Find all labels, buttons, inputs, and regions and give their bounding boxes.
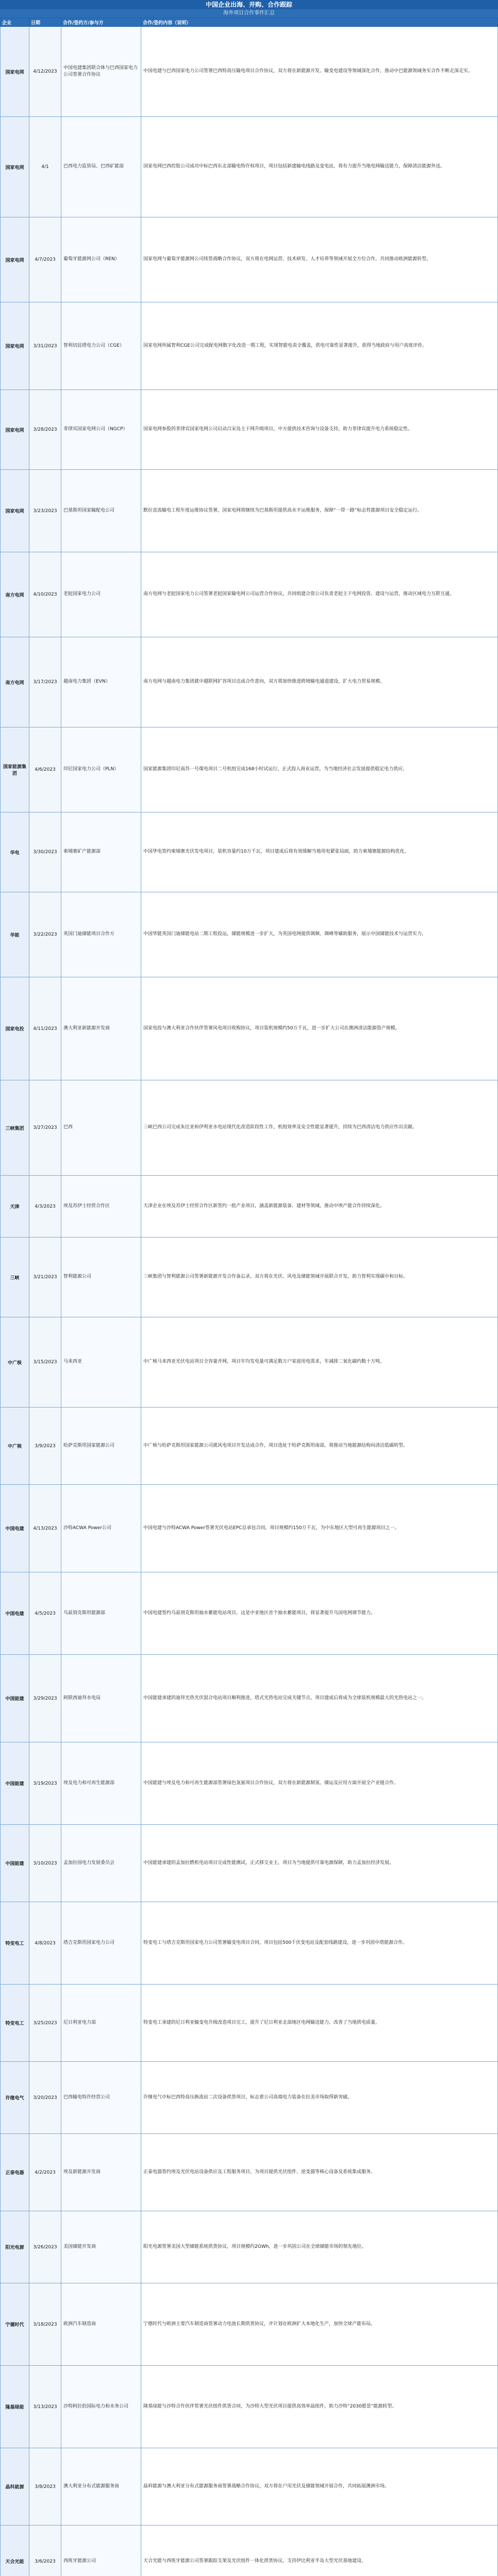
partner-cell: 葡萄牙能源网公司（REN） xyxy=(61,217,141,302)
company-cell: 华能 xyxy=(1,892,29,977)
company-cell: 中广核 xyxy=(1,1317,29,1408)
date-cell: 3/6/2023 xyxy=(29,2526,61,2576)
date-cell: 4/1 xyxy=(29,117,61,217)
table-row xyxy=(1,812,498,892)
company-cell: 天津 xyxy=(1,1176,29,1238)
table-row xyxy=(1,1176,498,1238)
content-cell: 中国电建签约乌兹别克斯坦抽水蓄能电站项目，这是中亚地区首个抽水蓄能项目，将显著提升乌国电网调节能力。 xyxy=(141,1572,498,1655)
company-cell: 中国电建 xyxy=(1,1485,29,1572)
table-row xyxy=(1,2526,498,2576)
table-row xyxy=(1,470,498,552)
content-cell: 晶科能源与澳大利亚分布式能源服务商签署战略合作协议，双方将在户用光伏及储能领域开展合作，共同拓展澳洲市场。 xyxy=(141,2448,498,2526)
partner-cell: 乌兹别克斯坦能源部 xyxy=(61,1572,141,1655)
partner-cell: 埃及苏伊士经贸合作区 xyxy=(61,1176,141,1238)
date-cell: 3/13/2023 xyxy=(29,2366,61,2448)
date-cell: 3/29/2023 xyxy=(29,1655,61,1742)
date-cell: 3/9/2023 xyxy=(29,1408,61,1485)
company-cell: 特变电工 xyxy=(1,1985,29,2062)
table-row xyxy=(1,637,498,727)
company-cell: 许继电气 xyxy=(1,2062,29,2134)
table-row xyxy=(1,1985,498,2062)
partner-cell: 巴西 xyxy=(61,1080,141,1176)
company-cell: 隆基绿能 xyxy=(1,2366,29,2448)
table-row xyxy=(1,1485,498,1572)
table-row xyxy=(1,2134,498,2211)
column-header-content: 合作/签约内容（说明） xyxy=(141,18,498,27)
partner-cell: 巴基斯坦国家输配电公司 xyxy=(61,470,141,552)
partner-cell: 柬埔寨矿产能源部 xyxy=(61,812,141,892)
partner-cell: 印尼国家电力公司（PLN） xyxy=(61,727,141,812)
partner-cell: 巴西电力监管局、巴西矿能部 xyxy=(61,117,141,217)
partner-cell: 澳大利亚新能源开发商 xyxy=(61,977,141,1080)
date-cell: 3/30/2023 xyxy=(29,812,61,892)
column-header-company: 企业 xyxy=(1,18,29,27)
date-cell: 3/10/2023 xyxy=(29,1825,61,1902)
date-cell: 3/25/2023 xyxy=(29,1985,61,2062)
company-cell: 国家电网 xyxy=(1,27,29,117)
date-cell: 3/23/2023 xyxy=(29,470,61,552)
company-cell: 国家能源集团 xyxy=(1,727,29,812)
table-row xyxy=(1,1825,498,1902)
company-cell: 三峡 xyxy=(1,1238,29,1317)
page-title: 中国企业出海、并购、合作跟踪 xyxy=(0,0,498,9)
content-cell: 三峡集团与智利能源公司签署新能源开发合作备忘录，双方将在光伏、风电及储能领域开展联合开发，助力智利实现碳中和目标。 xyxy=(141,1238,498,1317)
date-cell: 3/15/2023 xyxy=(29,1317,61,1408)
content-cell: 阳光电源签署美国大型储能系统供货协议，项目规模约2GWh，进一步巩固公司在全球储能市场的领先地位。 xyxy=(141,2211,498,2283)
table-row xyxy=(1,2448,498,2526)
date-cell: 4/6/2023 xyxy=(29,727,61,812)
table-row xyxy=(1,27,498,117)
company-cell: 南方电网 xyxy=(1,552,29,637)
partner-cell: 智利能源公司 xyxy=(61,1238,141,1317)
date-cell: 3/18/2023 xyxy=(29,2283,61,2366)
date-cell: 3/8/2023 xyxy=(29,2448,61,2526)
content-cell: 国家电网巴西控股公司成功中标巴西东北部输电特许权项目，项目包括新建输电线路及变电站，将有力提升当地电网输送能力，保障清洁能源外送。 xyxy=(141,117,498,217)
company-cell: 国家电网 xyxy=(1,390,29,470)
content-cell: 中国能建承建的孟加拉燃机电站项目完成性能测试，正式移交业主，项目为当地提供可靠电源保障，助力孟加拉经济发展。 xyxy=(141,1825,498,1902)
table-row xyxy=(1,727,498,812)
date-cell: 3/17/2023 xyxy=(29,637,61,727)
date-cell: 4/3/2023 xyxy=(29,1176,61,1238)
content-cell: 特变电工承建的尼日利亚输变电升级改造项目完工，提升了尼日利亚北部地区电网输送能力，改善了当地供电质量。 xyxy=(141,1985,498,2062)
content-cell: 国家能源集团印尼南苏一号煤电项目二号机组完成168小时试运行，正式投入商业运营，为当地经济社会发展提供稳定电力供应。 xyxy=(141,727,498,812)
company-cell: 三峡集团 xyxy=(1,1080,29,1176)
date-cell: 4/2/2023 xyxy=(29,2134,61,2211)
partner-cell: 美国储能开发商 xyxy=(61,2211,141,2283)
partner-cell: 尼日利亚电力部 xyxy=(61,1985,141,2062)
date-cell: 4/5/2023 xyxy=(29,1572,61,1655)
content-cell: 隆基绿能与沙特合作伙伴签署光伏组件供货合同，为沙特大型光伏项目提供高效单晶组件，助力沙特“2030愿景”能源转型。 xyxy=(141,2366,498,2448)
company-cell: 中国电建 xyxy=(1,1572,29,1655)
table-row xyxy=(1,2062,498,2134)
company-cell: 特变电工 xyxy=(1,1902,29,1985)
content-cell: 南方电网与越南电力集团就中越联网扩容项目达成合作意向，双方将加快推进跨境输电通道建设，扩大电力贸易规模。 xyxy=(141,637,498,727)
partner-cell: 澳大利亚分布式能源服务商 xyxy=(61,2448,141,2526)
table-row xyxy=(1,217,498,302)
column-header-partner: 合作/签约方/参与方 xyxy=(61,18,141,27)
table-row xyxy=(1,117,498,217)
content-cell: 天合光能与西班牙能源公司签署跟踪支架及光伏组件一体化供货协议，支持伊比利亚半岛大型光伏基地建设。 xyxy=(141,2526,498,2576)
table-row xyxy=(1,1238,498,1317)
content-cell: 中国华电签约柬埔寨光伏发电项目，装机容量约10万千瓦，项目建成后将有效缓解当地用电紧张局面，助力柬埔寨能源结构优化。 xyxy=(141,812,498,892)
partner-cell: 哈萨克斯坦国家能源公司 xyxy=(61,1408,141,1485)
date-cell: 3/21/2023 xyxy=(29,1238,61,1317)
company-cell: 国家电网 xyxy=(1,117,29,217)
date-cell: 3/26/2023 xyxy=(29,2211,61,2283)
partner-cell: 越南电力集团（EVN） xyxy=(61,637,141,727)
table-row xyxy=(1,1655,498,1742)
content-cell: 中国华能英国门迪储能电站二期工程投运，储能规模进一步扩大，为英国电网提供调频、调峰等辅助服务，展示中国储能技术与运营实力。 xyxy=(141,892,498,977)
table-row xyxy=(1,302,498,390)
content-cell: 天津企业在埃及苏伊士经贸合作区新签约一批产业项目，涵盖新能源装备、建材等领域，推动中埃产能合作持续深化。 xyxy=(141,1176,498,1238)
partner-cell: 欧洲汽车制造商 xyxy=(61,2283,141,2366)
table-row xyxy=(1,1408,498,1485)
content-cell: 特变电工与塔吉克斯坦国家电力公司签署输变电项目合同，项目包括500千伏变电站及配套线路建设，进一步巩固中塔能源合作。 xyxy=(141,1902,498,1985)
content-cell: 默拉直流输电工程年度运维协议签署，国家电网将继续为巴基斯坦提供高水平运维服务，保障“一带一路”标志性能源项目安全稳定运行。 xyxy=(141,470,498,552)
company-cell: 国家电网 xyxy=(1,302,29,390)
company-cell: 晶科能源 xyxy=(1,2448,29,2526)
column-header-date: 日期 xyxy=(29,18,61,27)
content-cell: 中广核马来西亚光伏电站项目全容量并网，项目年均发电量可满足数万户家庭用电需求，年减排二氧化碳约数十万吨。 xyxy=(141,1317,498,1408)
table-row xyxy=(1,1572,498,1655)
date-cell: 3/27/2023 xyxy=(29,1080,61,1176)
company-cell: 宁德时代 xyxy=(1,2283,29,2366)
company-cell: 南方电网 xyxy=(1,637,29,727)
content-cell: 中国电建与沙特ACWA Power签署光伏电站EPC总承包合同，项目规模约150万千瓦，为中东地区大型可再生能源项目之一。 xyxy=(141,1485,498,1572)
table-row xyxy=(1,977,498,1080)
partner-cell: 智利切昆塔电力公司（CGE） xyxy=(61,302,141,390)
date-cell: 3/20/2023 xyxy=(29,2062,61,2134)
table-row xyxy=(1,1080,498,1176)
page-subtitle: 海外项目合作事件汇总 xyxy=(0,9,498,18)
table-body xyxy=(1,27,498,2576)
company-cell: 国家电网 xyxy=(1,217,29,302)
partner-cell: 沙特阿拉伯国际电力和水务公司 xyxy=(61,2366,141,2448)
tracking-table xyxy=(0,18,498,2576)
content-cell: 中广核与哈萨克斯坦国家能源公司就风电项目开发达成合作，项目选址于哈萨克斯坦南部，将推动当地能源结构向清洁低碳转型。 xyxy=(141,1408,498,1485)
date-cell: 3/28/2023 xyxy=(29,390,61,470)
content-cell: 中国电建与巴西国家电力公司签署巴西特高压输电项目合作协议，双方将在新能源开发、输变电建设等领域深化合作，推动中巴能源领域务实合作不断走深走实。 xyxy=(141,27,498,117)
company-cell: 国家电投 xyxy=(1,977,29,1080)
content-cell: 国家电网参股的菲律宾国家电网公司启动吕宋岛主干网升级项目，中方提供技术咨询与设备支持，助力菲律宾提升电力系统稳定性。 xyxy=(141,390,498,470)
content-cell: 中国能建承建的迪拜光热光伏混合电站项目顺利推进，塔式光热电站完成关键节点，项目建成后将成为全球装机规模最大的光热电站之一。 xyxy=(141,1655,498,1742)
partner-cell: 巴西输电特许经营公司 xyxy=(61,2062,141,2134)
table-row xyxy=(1,1902,498,1985)
partner-cell: 埃及电力和可再生能源部 xyxy=(61,1742,141,1825)
table-row xyxy=(1,2211,498,2283)
date-cell: 3/19/2023 xyxy=(29,1742,61,1825)
content-cell: 国家电网与葡萄牙能源网公司续签战略合作协议，双方将在电网运营、技术研发、人才培养等领域开展全方位合作，共同推动欧洲能源转型。 xyxy=(141,217,498,302)
content-cell: 南方电网与老挝国家电力公司签署老挝国家输电网公司运营合作协议，共同组建合资公司负责老挝主干电网投资、建设与运营，推动区域电力互联互通。 xyxy=(141,552,498,637)
company-cell: 华电 xyxy=(1,812,29,892)
partner-cell: 孟加拉国电力发展委员会 xyxy=(61,1825,141,1902)
content-cell: 三峡巴西公司完成朱比亚和伊利亚水电站现代化改造阶段性工作，机组效率及安全性能显著提升，持续为巴西清洁电力供应作出贡献。 xyxy=(141,1080,498,1176)
date-cell: 4/11/2023 xyxy=(29,977,61,1080)
company-cell: 国家电网 xyxy=(1,470,29,552)
partner-cell: 西班牙能源公司 xyxy=(61,2526,141,2576)
company-cell: 天合光能 xyxy=(1,2526,29,2576)
table-header-row xyxy=(1,18,498,27)
company-cell: 中国能建 xyxy=(1,1825,29,1902)
company-cell: 中广核 xyxy=(1,1408,29,1485)
partner-cell: 菲律宾国家电网公司（NGCP） xyxy=(61,390,141,470)
date-cell: 4/13/2023 xyxy=(29,1485,61,1572)
partner-cell: 中国电建集团联合体与巴西国家电力公司签署合作协议 xyxy=(61,27,141,117)
table-row xyxy=(1,2283,498,2366)
company-cell: 中国能建 xyxy=(1,1742,29,1825)
content-cell: 国家电网所属智利CGE公司完成配电网数字化改造一期工程，实现智能电表全覆盖，供电可靠性显著提升，获得当地政府与用户高度评价。 xyxy=(141,302,498,390)
partner-cell: 阿联酋迪拜水电局 xyxy=(61,1655,141,1742)
content-cell: 中国能建与埃及电力和可再生能源部签署绿色氢氨项目合作协议，双方将在新能源制氢、储运及应用方面开展全产业链合作。 xyxy=(141,1742,498,1825)
content-cell: 正泰电器签约埃及光伏电站设备供应及工程服务项目，为项目提供光伏组件、逆变器等核心设备及系统集成服务。 xyxy=(141,2134,498,2211)
table-row xyxy=(1,1742,498,1825)
content-cell: 宁德时代与欧洲主要汽车制造商签署动力电池长期供货协议，并计划在欧洲扩大本地化生产，加快全球产能布局。 xyxy=(141,2283,498,2366)
table-row xyxy=(1,390,498,470)
company-cell: 中国能建 xyxy=(1,1655,29,1742)
date-cell: 3/22/2023 xyxy=(29,892,61,977)
table-row xyxy=(1,2366,498,2448)
date-cell: 4/7/2023 xyxy=(29,217,61,302)
table-row xyxy=(1,892,498,977)
partner-cell: 塔吉克斯坦国家电力公司 xyxy=(61,1902,141,1985)
partner-cell: 老挝国家电力公司 xyxy=(61,552,141,637)
date-cell: 3/31/2023 xyxy=(29,302,61,390)
company-cell: 正泰电器 xyxy=(1,2134,29,2211)
partner-cell: 马来西亚 xyxy=(61,1317,141,1408)
content-cell: 许继电气中标巴西特高压换流站二次设备供货项目，标志着公司高端电力装备在拉美市场取得新突破。 xyxy=(141,2062,498,2134)
table-row xyxy=(1,1317,498,1408)
partner-cell: 英国门迪储能项目合作方 xyxy=(61,892,141,977)
partner-cell: 沙特ACWA Power公司 xyxy=(61,1485,141,1572)
company-cell: 阳光电源 xyxy=(1,2211,29,2283)
table-row xyxy=(1,552,498,637)
date-cell: 4/10/2023 xyxy=(29,552,61,637)
partner-cell: 埃及新能源开发商 xyxy=(61,2134,141,2211)
date-cell: 4/12/2023 xyxy=(29,27,61,117)
content-cell: 国家电投与澳大利亚合作伙伴签署风电项目收购协议，项目装机规模约50万千瓦，进一步扩大公司在澳洲清洁能源资产规模。 xyxy=(141,977,498,1080)
date-cell: 4/8/2023 xyxy=(29,1902,61,1985)
